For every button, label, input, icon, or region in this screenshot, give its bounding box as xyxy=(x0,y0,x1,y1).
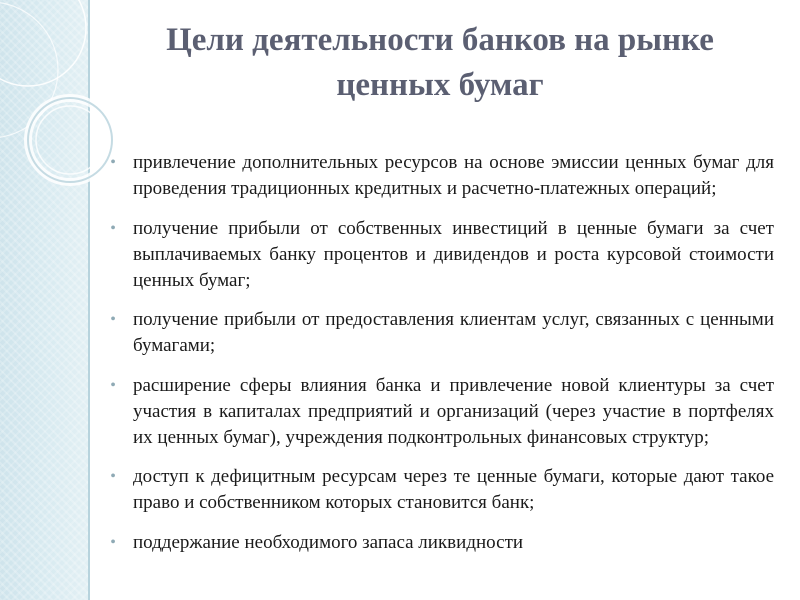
bullet-item xyxy=(104,464,774,516)
bullet-icon: • xyxy=(110,468,116,485)
bullet-text: получение прибыли от предоставления клиентам услуг, связанных с ценными бумагами; xyxy=(133,309,774,356)
bullet-icon: • xyxy=(110,376,116,394)
bullet-item xyxy=(104,373,774,451)
bullet-list xyxy=(104,150,774,556)
bullet-item xyxy=(104,530,774,556)
bullet-item xyxy=(104,216,774,294)
bullet-text: доступ к дефицитным ресурсам через те ценные бумаги, которые дают такое право и собственником которых становится банк; xyxy=(133,466,774,513)
bullet-icon: • xyxy=(110,533,116,551)
bullet-text: получение прибыли от собственных инвестиций в ценные бумаги за счет выплачиваемых банку процентов и дивидендов и роста курсовой стоимости ценных бумаг; xyxy=(133,217,774,291)
bullet-text: поддержание необходимого запаса ликвидности xyxy=(133,531,524,553)
slide-title: Цели деятельности банков на рынке ценных бумаг xyxy=(166,22,714,103)
bullet-icon: • xyxy=(110,219,116,237)
bullet-icon: • xyxy=(110,311,116,328)
bullet-item xyxy=(104,150,774,202)
bullet-item xyxy=(104,307,774,359)
content-area xyxy=(104,150,774,556)
bullet-text: привлечение дополнительных ресурсов на основе эмиссии ценных бумаг для проведения традиционных кредитных и расчетно-платежных операций; xyxy=(133,152,774,199)
bullet-text: расширение сферы влияния банка и привлечение новой клиентуры за счет участия в капиталах предприятий и организаций (через участие в портфелях их ценных бумаг), учреждения подконтрольных финансовых структур; xyxy=(133,374,774,448)
decorative-circles xyxy=(0,0,110,230)
bullet-icon: • xyxy=(110,154,116,171)
